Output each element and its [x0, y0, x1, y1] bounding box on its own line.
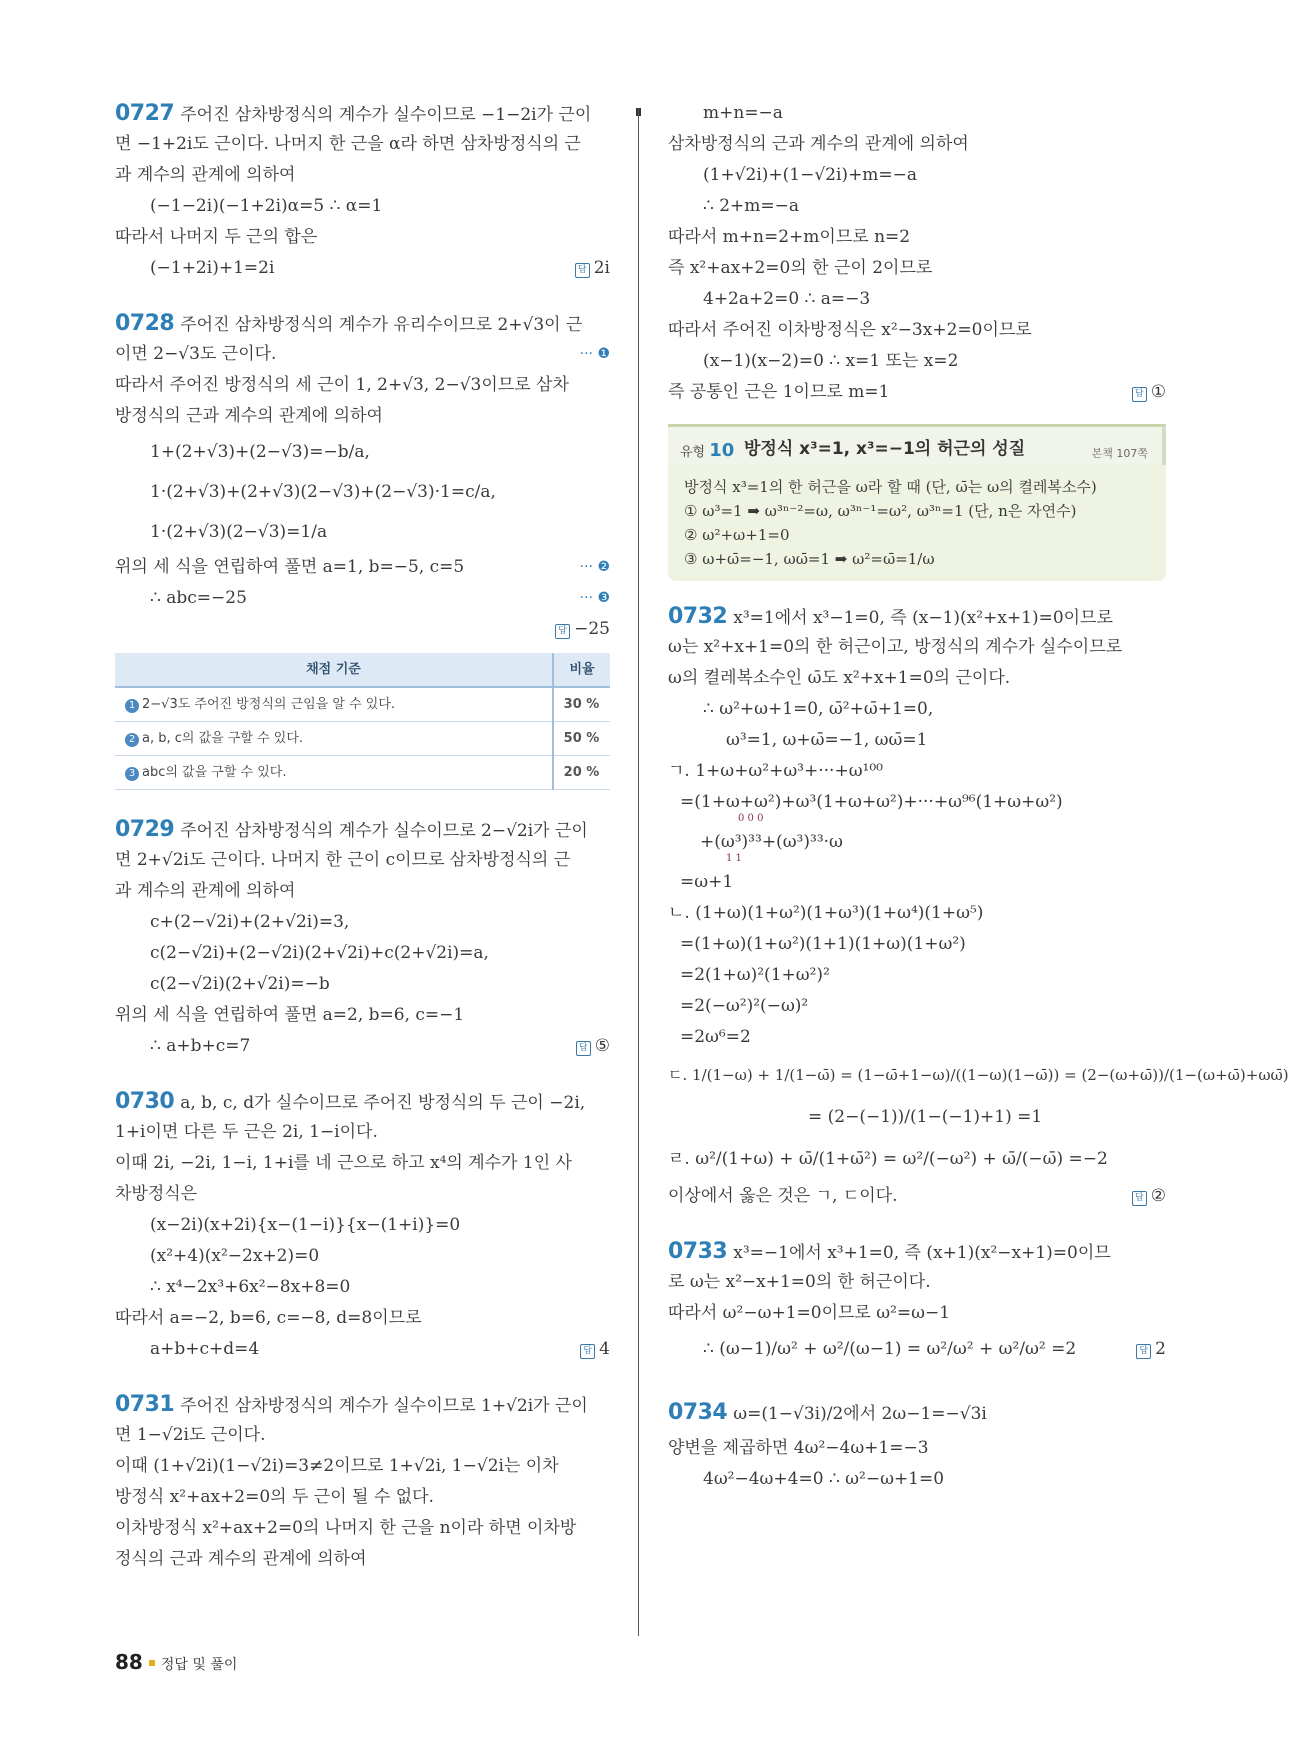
- answer-icon: 답: [1132, 1191, 1147, 1206]
- box-line: 방정식 x³=1의 한 허근을 ω라 할 때 (단, ω̄는 ω의 켤레복소수): [684, 478, 1097, 496]
- problem-0731: [115, 1389, 610, 1575]
- box-line: ① ω³=1 ➡ ω³ⁿ⁻²=ω, ω³ⁿ⁻¹=ω², ω³ⁿ=1 (단, n은 자연수): [684, 502, 1077, 520]
- answer-value: ①: [1150, 382, 1166, 402]
- text: 위의 세 식을 연립하여 풀면 a=1, b=−5, c=5: [115, 557, 465, 577]
- text-line: 양변을 제곱하면 4ω²−4ω+1=−3: [668, 1438, 929, 1458]
- answer: [1136, 1329, 1166, 1369]
- equation-line: (x−2i)(x+2i){x−(1−i)}{x−(1+i)}=0: [150, 1215, 461, 1235]
- text-line: 이차방정식 x²+ax+2=0의 나머지 한 근을 n이라 하면 이차방: [115, 1518, 577, 1538]
- problem-0728: [115, 308, 610, 645]
- equation-line: [668, 1329, 1166, 1369]
- criterion-text: 2−√3도 주어진 방정식의 근임을 알 수 있다.: [142, 697, 396, 712]
- text-line: ω의 켤레복소수인 ω̄도 x²+x+1=0의 근이다.: [668, 668, 1011, 688]
- table-header: 비율: [553, 653, 610, 687]
- problem-number: 0729: [115, 817, 175, 842]
- criterion-text: a, b, c의 값을 구할 수 있다.: [142, 731, 304, 746]
- page-number: 88: [115, 1650, 143, 1674]
- problem-number: 0731: [115, 1392, 175, 1417]
- table-row: [115, 722, 610, 756]
- problem-0733: [668, 1236, 1166, 1369]
- answer-value: ⑤: [594, 1036, 610, 1056]
- step-badge: 2: [125, 733, 139, 747]
- criterion-percent: 20 %: [553, 756, 610, 790]
- text: ∴ abc=−25: [150, 588, 247, 608]
- equation-line: =2ω⁶=2: [680, 1027, 751, 1047]
- answer: [1132, 377, 1166, 408]
- equation-line: ㄱ. 1+ω+ω²+ω³+···+ω¹⁰⁰: [668, 761, 884, 781]
- answer: [576, 1031, 610, 1062]
- text-line: 삼차방정식의 근과 계수의 관계에 의하여: [668, 134, 969, 154]
- text-line: 주어진 삼차방정식의 계수가 유리수이므로 2+√3이 근: [180, 315, 583, 335]
- answer-value: 2i: [593, 258, 610, 278]
- text-line: [668, 1181, 1166, 1212]
- type-box-body: [668, 465, 1166, 581]
- problem-number: 0728: [115, 311, 175, 336]
- equation-line: ∴ x⁴−2x³+6x²−8x+8=0: [150, 1277, 351, 1297]
- text-line: 따라서 나머지 두 근의 합은: [115, 227, 318, 247]
- criterion-text: abc의 값을 구할 수 있다.: [142, 765, 287, 780]
- text-line: 면 1−√2i도 근이다.: [115, 1425, 266, 1445]
- text-line: 과 계수의 관계에 의하여: [115, 881, 296, 901]
- text: 이면 2−√3도 근이다.: [115, 344, 277, 364]
- equation-line: ∴ 2+m=−a: [703, 196, 800, 216]
- equation-line: (−1−2i)(−1+2i)α=5 ∴ α=1: [150, 196, 383, 216]
- problem-number: 0727: [115, 101, 175, 126]
- equation-line: m+n=−a: [703, 103, 783, 123]
- answer: [575, 253, 610, 284]
- equation-line: (x²+4)(x²−2x+2)=0: [150, 1246, 320, 1266]
- equation-text: (−1+2i)+1=2i: [150, 258, 275, 278]
- text-line: 따라서 주어진 이차방정식은 x²−3x+2=0이므로: [668, 320, 1032, 340]
- problem-0734: [668, 1393, 1166, 1495]
- equation-line: [115, 1334, 610, 1365]
- problem-0727: [115, 98, 610, 284]
- type-number: 10: [709, 440, 735, 461]
- text-line: ω=(1−√3i)/2에서 2ω−1=−√3i: [733, 1404, 987, 1424]
- problem-0732: [668, 601, 1289, 1212]
- answer-icon: 답: [1132, 387, 1147, 402]
- step-marker: ··· ❷: [579, 559, 610, 575]
- text-line: 1+i이면 다른 두 근은 2i, 1−i이다.: [115, 1122, 378, 1142]
- problem-0731-continued: [668, 98, 1166, 408]
- equation-line: ㄷ. 1/(1−ω) + 1/(1−ω̄) = (1−ω̄+1−ω)/((1−ω)(1−ω̄)) = (2−(ω+ω̄))/(1−(ω+ω̄)+ωω̄): [668, 1066, 1289, 1084]
- text-line: 위의 세 식을 연립하여 풀면 a=2, b=6, c=−1: [115, 1005, 465, 1025]
- equation-line: [115, 583, 610, 614]
- step-badge: 1: [125, 699, 139, 713]
- equation-line: =ω+1: [680, 872, 734, 892]
- equation-line: 4ω²−4ω+4=0 ∴ ω²−ω+1=0: [703, 1469, 945, 1489]
- text-line: [115, 552, 610, 583]
- text-line: 면 2+√2i도 근이다. 나머지 한 근이 c이므로 삼차방정식의 근: [115, 850, 571, 870]
- equation-line: c(2−√2i)+(2−√2i)(2+√2i)+c(2+√2i)=a,: [150, 943, 489, 963]
- equation-line: [115, 253, 610, 284]
- equation-line: ∴ ω²+ω+1=0, ω̄²+ω̄+1=0,: [703, 699, 934, 719]
- text-line: 주어진 삼차방정식의 계수가 실수이므로 −1−2i가 근이: [180, 105, 592, 125]
- equation-line: 4+2a+2=0 ∴ a=−3: [703, 289, 871, 309]
- equation-line: (x−1)(x−2)=0 ∴ x=1 또는 x=2: [703, 351, 959, 371]
- text-line: 주어진 삼차방정식의 계수가 실수이므로 2−√2i가 근이: [180, 821, 588, 841]
- equation-line: ㄴ. (1+ω)(1+ω²)(1+ω³)(1+ω⁴)(1+ω⁵): [668, 903, 984, 923]
- problem-0729: [115, 814, 610, 1062]
- left-column: [115, 98, 610, 1575]
- type-page-ref: 본책 107쪽: [1091, 447, 1148, 460]
- table-row: [115, 756, 610, 790]
- text-line: a, b, c, d가 실수이므로 주어진 방정식의 두 근이 −2i,: [180, 1093, 586, 1113]
- text: ∴ a+b+c=7: [150, 1036, 251, 1056]
- problem-number: 0732: [668, 604, 728, 629]
- underbrace-label: 1 1: [726, 853, 742, 864]
- criterion-percent: 50 %: [553, 722, 610, 756]
- table-header: 채점 기준: [115, 653, 553, 687]
- box-line: ③ ω+ω̄=−1, ωω̄=1 ➡ ω²=ω̄=1/ω: [684, 550, 935, 568]
- equation-line: =(1+ω+ω²)+ω³(1+ω+ω²)+···+ω⁹⁶(1+ω+ω²): [680, 792, 1063, 812]
- answer: [1132, 1181, 1166, 1212]
- answer-icon: 답: [555, 624, 570, 639]
- step-marker: ··· ❸: [579, 590, 610, 606]
- text-line: 따라서 ω²−ω+1=0이므로 ω²=ω−1: [668, 1303, 951, 1323]
- page-footer: [115, 1650, 237, 1674]
- text-line: 따라서 m+n=2+m이므로 n=2: [668, 227, 911, 247]
- problem-number: 0734: [668, 1400, 728, 1425]
- type-title: 방정식 x³=1, x³=−1의 허근의 성질: [744, 439, 1026, 459]
- equation-line: [115, 1031, 610, 1062]
- problem-number: 0730: [115, 1089, 175, 1114]
- text-line: 따라서 주어진 방정식의 세 근이 1, 2+√3, 2−√3이므로 삼차: [115, 375, 569, 395]
- equation-line: =(1+ω)(1+ω²)(1+1)(1+ω)(1+ω²): [680, 934, 966, 954]
- step-badge: 3: [125, 767, 139, 781]
- text: 즉 공통인 근은 1이므로 m=1: [668, 382, 890, 402]
- criterion-percent: 30 %: [553, 687, 610, 722]
- text-line: 방정식의 근과 계수의 관계에 의하여: [115, 406, 383, 426]
- equation-line: 1+(2+√3)+(2−√3)=−b/a,: [150, 442, 370, 462]
- text: 이상에서 옳은 것은 ㄱ, ㄷ이다.: [668, 1186, 898, 1206]
- text-line: 주어진 삼차방정식의 계수가 실수이므로 1+√2i가 근이: [180, 1396, 588, 1416]
- text-line: 차방정식은: [115, 1184, 198, 1204]
- text-line: 과 계수의 관계에 의하여: [115, 165, 296, 185]
- text-line: 이때 (1+√2i)(1−√2i)=3≠2이므로 1+√2i, 1−√2i는 이차: [115, 1456, 559, 1476]
- answer-line: [115, 614, 610, 645]
- problem-0730: [115, 1086, 610, 1365]
- answer-value: 2: [1155, 1339, 1166, 1359]
- text-line: [115, 339, 610, 370]
- equation-line: = (2−(−1))/(1−(−1)+1) =1: [808, 1107, 1043, 1127]
- equation-line: =2(1+ω)²(1+ω²)²: [680, 965, 830, 985]
- text-line: 즉 x²+ax+2=0의 한 근이 2이므로: [668, 258, 933, 278]
- answer-icon: 답: [1136, 1344, 1151, 1359]
- footer-label: 정답 및 풀이: [160, 1657, 238, 1673]
- text-line: x³=−1에서 x³+1=0, 즉 (x+1)(x²−x+1)=0이므: [733, 1243, 1111, 1263]
- text: ∴ (ω−1)/ω² + ω²/(ω−1) = ω²/ω² + ω²/ω² =2: [703, 1339, 1077, 1359]
- equation-line: =2(−ω²)²(−ω)²: [680, 996, 809, 1016]
- answer-value: ②: [1150, 1186, 1166, 1206]
- text-line: 이때 2i, −2i, 1−i, 1+i를 네 근으로 하고 x⁴의 계수가 1인 사: [115, 1153, 572, 1173]
- answer: [580, 1334, 610, 1365]
- equation-line: ω³=1, ω+ω̄=−1, ωω̄=1: [726, 730, 928, 750]
- footer-square-icon: [149, 1660, 155, 1666]
- text-line: 따라서 a=−2, b=6, c=−8, d=8이므로: [115, 1308, 422, 1328]
- answer-icon: 답: [575, 263, 590, 278]
- answer-icon: 답: [580, 1344, 595, 1359]
- text-line: [668, 377, 1166, 408]
- answer-value: 4: [599, 1339, 610, 1359]
- equation-line: 1·(2+√3)(2−√3)=1/a: [150, 522, 328, 542]
- step-marker: ··· ❶: [579, 346, 610, 362]
- column-divider: [638, 108, 639, 1636]
- equation-line: c(2−√2i)(2+√2i)=−b: [150, 974, 330, 994]
- table-row: [115, 687, 610, 722]
- equation-line: ㄹ. ω²/(1+ω) + ω̄/(1+ω̄²) = ω²/(−ω²) + ω̄/(−ω̄) =−2: [668, 1149, 1108, 1169]
- text-line: 방정식 x²+ax+2=0의 두 근이 될 수 없다.: [115, 1487, 434, 1507]
- underbrace-label: 0 0 0: [738, 813, 764, 824]
- text-line: x³=1에서 x³−1=0, 즉 (x−1)(x²+x+1)=0이므로: [733, 608, 1113, 628]
- type-box-header: [668, 424, 1166, 465]
- text-line: 정식의 근과 계수의 관계에 의하여: [115, 1549, 367, 1569]
- right-column: [668, 98, 1289, 1495]
- answer-value: −25: [574, 619, 610, 639]
- answer-icon: 답: [576, 1041, 591, 1056]
- text-line: 면 −1+2i도 근이다. 나머지 한 근을 α라 하면 삼차방정식의 근: [115, 134, 581, 154]
- equation-line: c+(2−√2i)+(2+√2i)=3,: [150, 912, 350, 932]
- text-line: 로 ω는 x²−x+1=0의 한 허근이다.: [668, 1272, 931, 1292]
- answer: [555, 614, 610, 645]
- type-tag: [680, 435, 734, 468]
- text: a+b+c+d=4: [150, 1339, 260, 1359]
- problem-number: 0733: [668, 1239, 728, 1264]
- box-line: ② ω²+ω+1=0: [684, 526, 790, 544]
- grading-table: [115, 653, 610, 790]
- equation-line: 1·(2+√3)+(2+√3)(2−√3)+(2−√3)·1=c/a,: [150, 482, 496, 502]
- type-label: 유형: [680, 445, 706, 460]
- text-line: ω는 x²+x+1=0의 한 허근이고, 방정식의 계수가 실수이므로: [668, 637, 1123, 657]
- equation-line: (1+√2i)+(1−√2i)+m=−a: [703, 165, 918, 185]
- equation-line: +(ω³)³³+(ω³)³³·ω: [700, 832, 843, 852]
